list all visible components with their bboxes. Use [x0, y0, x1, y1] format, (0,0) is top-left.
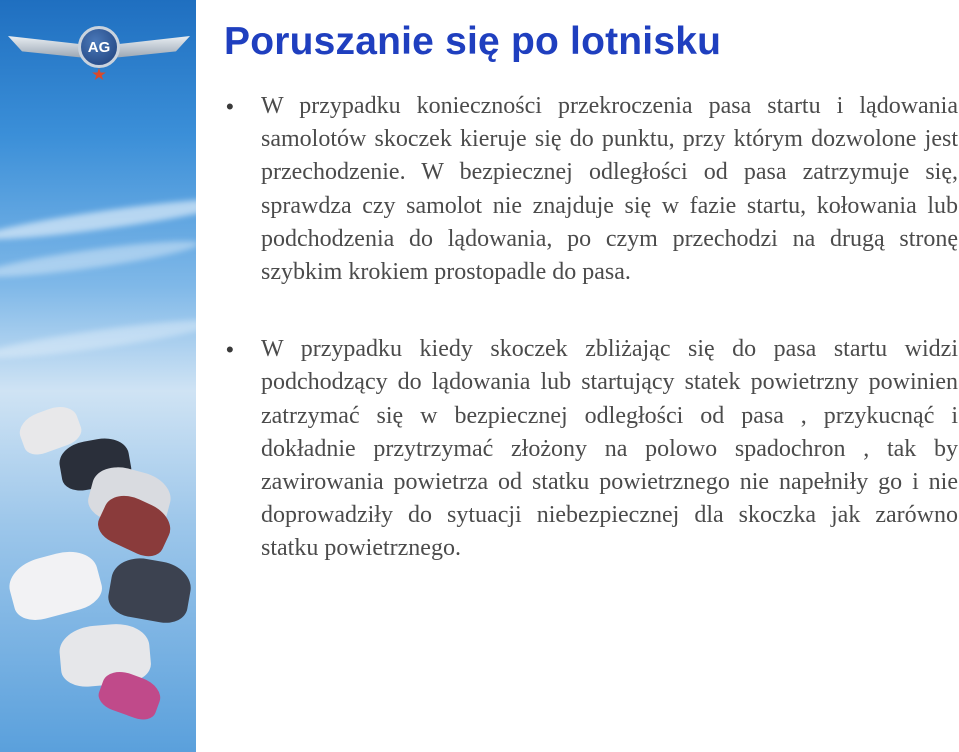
bullet-item: [224, 90, 958, 289]
skydivers-formation-image: [0, 385, 196, 752]
bullet-text: W przypadku konieczności przekroczenia pasa startu i lądowania samolotów skoczek kieruje się do punktu, przy którym dozwolone jest przechodzenie. W bezpiecznej odległości od pasa zatrzymuje się, sprawdza czy samolot nie znajduje się w fazie startu, kołowania lub podchodzenia do lądowania, po czym przechodzi na drugą stronę szybkim krokiem prostopadle do pasa.: [261, 93, 958, 286]
slide-title: Poruszanie się po lotnisku: [224, 20, 722, 63]
left-wing-icon: [8, 36, 86, 58]
right-wing-icon: [112, 36, 190, 58]
cloud-streak: [0, 313, 196, 364]
bullet-dot-icon: •: [226, 94, 234, 119]
skydiver-figure: [105, 554, 194, 627]
cloud-streak: [0, 192, 196, 246]
sky-sidebar-image: [0, 0, 196, 752]
bullet-list: [224, 90, 958, 566]
cloud-streak: [0, 235, 196, 283]
ag-logo: [8, 24, 190, 80]
bullet-item: [224, 333, 958, 565]
bullet-dot-icon: •: [226, 337, 234, 363]
logo-badge: AG: [78, 26, 120, 68]
bullet-text: W przypadku kiedy skoczek zbliżając się do pasa startu widzi podchodzący do lądowania lub startujący statek powietrzny powinien zatrzymać się w bezpiecznej odległości od pasa , przykucnąć i dokładnie przytrzymać złożony na polowo spadochron , tak by zawirowania powietrza od statku powietrznego nie napełniły go i nie doprowadziły do sytuacji niebezpiecznej dla skoczka jak zarówno statku powietrznego.: [261, 336, 958, 562]
skydiver-figure: [4, 544, 106, 625]
star-icon: [92, 68, 106, 80]
